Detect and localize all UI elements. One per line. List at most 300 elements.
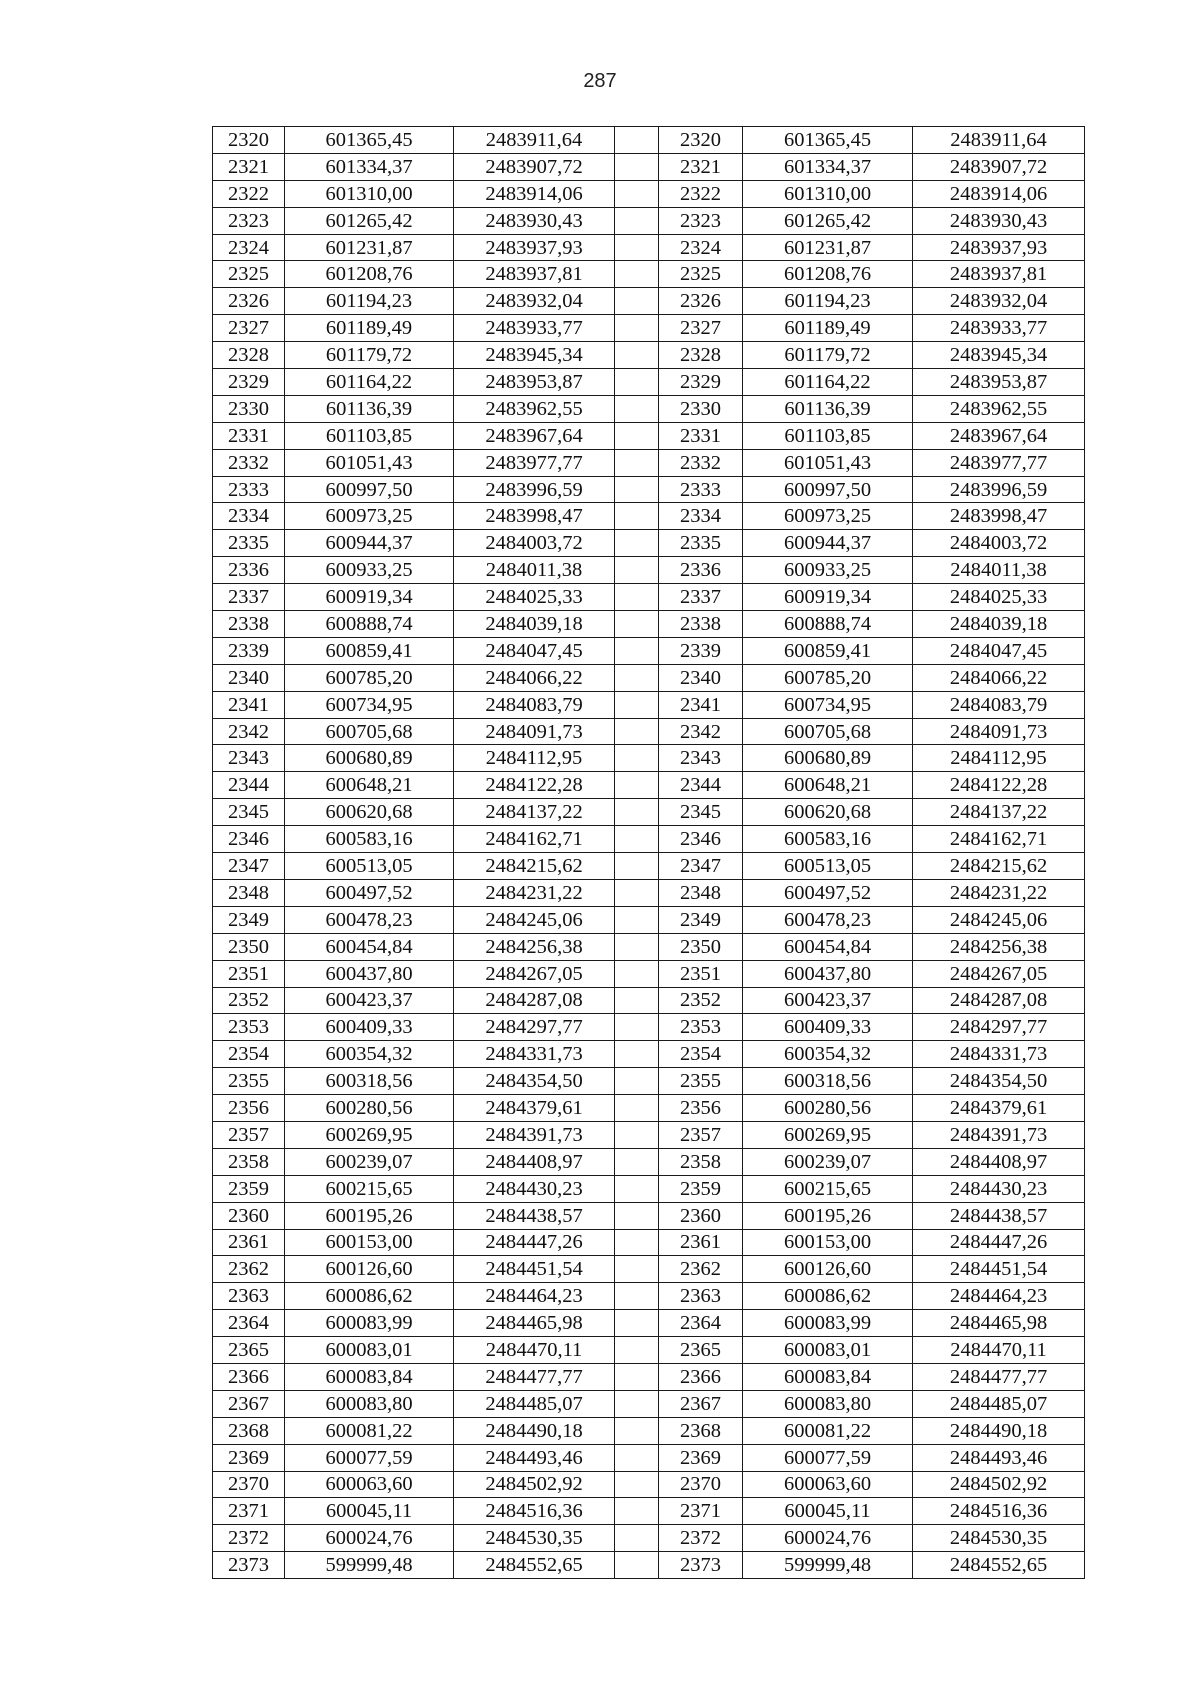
point-number-cell: 2366 xyxy=(213,1363,285,1390)
point-number-cell: 2344 xyxy=(213,772,285,799)
y-coordinate-cell: 2483967,64 xyxy=(454,422,615,449)
x-coordinate-cell: 600859,41 xyxy=(285,637,454,664)
table-row xyxy=(213,879,1085,906)
table-row xyxy=(213,691,1085,718)
x-coordinate-cell: 601365,45 xyxy=(285,127,454,154)
point-number-cell-right: 2348 xyxy=(659,879,743,906)
table-row xyxy=(213,530,1085,557)
x-coordinate-cell-right: 600423,37 xyxy=(743,987,913,1014)
point-number-cell-right: 2334 xyxy=(659,503,743,530)
point-number-cell: 2333 xyxy=(213,476,285,503)
point-number-cell-right: 2335 xyxy=(659,530,743,557)
x-coordinate-cell: 599999,48 xyxy=(285,1552,454,1579)
y-coordinate-cell: 2483962,55 xyxy=(454,395,615,422)
empty-cell xyxy=(615,1175,659,1202)
table-row xyxy=(213,718,1085,745)
point-number-cell: 2362 xyxy=(213,1256,285,1283)
point-number-cell-right: 2322 xyxy=(659,180,743,207)
point-number-cell-right: 2358 xyxy=(659,1148,743,1175)
x-coordinate-cell: 601136,39 xyxy=(285,395,454,422)
y-coordinate-cell: 2483933,77 xyxy=(454,315,615,342)
y-coordinate-cell-right: 2483911,64 xyxy=(913,127,1085,154)
x-coordinate-cell-right: 600785,20 xyxy=(743,664,913,691)
point-number-cell-right: 2362 xyxy=(659,1256,743,1283)
table-row xyxy=(213,1498,1085,1525)
point-number-cell-right: 2364 xyxy=(659,1310,743,1337)
point-number-cell: 2353 xyxy=(213,1014,285,1041)
x-coordinate-cell: 600024,76 xyxy=(285,1525,454,1552)
point-number-cell-right: 2345 xyxy=(659,799,743,826)
y-coordinate-cell: 2484430,23 xyxy=(454,1175,615,1202)
coordinates-table xyxy=(212,126,1085,1579)
point-number-cell: 2335 xyxy=(213,530,285,557)
y-coordinate-cell-right: 2484430,23 xyxy=(913,1175,1085,1202)
point-number-cell-right: 2328 xyxy=(659,342,743,369)
point-number-cell: 2354 xyxy=(213,1041,285,1068)
y-coordinate-cell-right: 2484490,18 xyxy=(913,1417,1085,1444)
table-row xyxy=(213,1310,1085,1337)
table-row xyxy=(213,288,1085,315)
y-coordinate-cell: 2483977,77 xyxy=(454,449,615,476)
x-coordinate-cell-right: 600944,37 xyxy=(743,530,913,557)
y-coordinate-cell-right: 2484502,92 xyxy=(913,1471,1085,1498)
y-coordinate-cell-right: 2484162,71 xyxy=(913,826,1085,853)
empty-cell xyxy=(615,879,659,906)
point-number-cell: 2325 xyxy=(213,261,285,288)
y-coordinate-cell: 2483932,04 xyxy=(454,288,615,315)
point-number-cell: 2337 xyxy=(213,584,285,611)
point-number-cell: 2336 xyxy=(213,557,285,584)
y-coordinate-cell-right: 2484477,77 xyxy=(913,1363,1085,1390)
empty-cell xyxy=(615,153,659,180)
x-coordinate-cell-right: 600077,59 xyxy=(743,1444,913,1471)
x-coordinate-cell-right: 600045,11 xyxy=(743,1498,913,1525)
page-number: 287 xyxy=(583,70,617,92)
empty-cell xyxy=(615,1068,659,1095)
x-coordinate-cell-right: 600215,65 xyxy=(743,1175,913,1202)
point-number-cell: 2329 xyxy=(213,369,285,396)
point-number-cell-right: 2355 xyxy=(659,1068,743,1095)
empty-cell xyxy=(615,933,659,960)
x-coordinate-cell: 600077,59 xyxy=(285,1444,454,1471)
y-coordinate-cell: 2484438,57 xyxy=(454,1202,615,1229)
y-coordinate-cell-right: 2484408,97 xyxy=(913,1148,1085,1175)
x-coordinate-cell-right: 600086,62 xyxy=(743,1283,913,1310)
y-coordinate-cell-right: 2483930,43 xyxy=(913,207,1085,234)
y-coordinate-cell: 2484047,45 xyxy=(454,637,615,664)
empty-cell xyxy=(615,1471,659,1498)
table-row xyxy=(213,853,1085,880)
point-number-cell-right: 2369 xyxy=(659,1444,743,1471)
empty-cell xyxy=(615,718,659,745)
point-number-cell-right: 2321 xyxy=(659,153,743,180)
y-coordinate-cell: 2484231,22 xyxy=(454,879,615,906)
x-coordinate-cell-right: 600409,33 xyxy=(743,1014,913,1041)
x-coordinate-cell-right: 601179,72 xyxy=(743,342,913,369)
x-coordinate-cell-right: 600454,84 xyxy=(743,933,913,960)
table-row xyxy=(213,1417,1085,1444)
empty-cell xyxy=(615,1014,659,1041)
y-coordinate-cell-right: 2484530,35 xyxy=(913,1525,1085,1552)
empty-cell xyxy=(615,180,659,207)
empty-cell xyxy=(615,449,659,476)
y-coordinate-cell-right: 2484287,08 xyxy=(913,987,1085,1014)
point-number-cell: 2332 xyxy=(213,449,285,476)
point-number-cell: 2352 xyxy=(213,987,285,1014)
y-coordinate-cell: 2483996,59 xyxy=(454,476,615,503)
empty-cell xyxy=(615,691,659,718)
x-coordinate-cell: 600454,84 xyxy=(285,933,454,960)
empty-cell xyxy=(615,1229,659,1256)
y-coordinate-cell-right: 2484039,18 xyxy=(913,611,1085,638)
x-coordinate-cell-right: 600239,07 xyxy=(743,1148,913,1175)
y-coordinate-cell-right: 2483998,47 xyxy=(913,503,1085,530)
y-coordinate-cell: 2484485,07 xyxy=(454,1390,615,1417)
x-coordinate-cell: 600919,34 xyxy=(285,584,454,611)
table-row xyxy=(213,1471,1085,1498)
y-coordinate-cell: 2483914,06 xyxy=(454,180,615,207)
x-coordinate-cell-right: 600318,56 xyxy=(743,1068,913,1095)
x-coordinate-cell-right: 600024,76 xyxy=(743,1525,913,1552)
y-coordinate-cell: 2484267,05 xyxy=(454,960,615,987)
x-coordinate-cell-right: 600280,56 xyxy=(743,1095,913,1122)
point-number-cell: 2320 xyxy=(213,127,285,154)
y-coordinate-cell-right: 2484066,22 xyxy=(913,664,1085,691)
empty-cell xyxy=(615,1256,659,1283)
y-coordinate-cell-right: 2484245,06 xyxy=(913,906,1085,933)
point-number-cell: 2330 xyxy=(213,395,285,422)
empty-cell xyxy=(615,1041,659,1068)
empty-cell xyxy=(615,584,659,611)
empty-cell xyxy=(615,611,659,638)
x-coordinate-cell-right: 600126,60 xyxy=(743,1256,913,1283)
point-number-cell-right: 2326 xyxy=(659,288,743,315)
x-coordinate-cell: 600269,95 xyxy=(285,1121,454,1148)
point-number-cell: 2340 xyxy=(213,664,285,691)
point-number-cell: 2341 xyxy=(213,691,285,718)
table-row xyxy=(213,906,1085,933)
point-number-cell: 2372 xyxy=(213,1525,285,1552)
y-coordinate-cell-right: 2484297,77 xyxy=(913,1014,1085,1041)
point-number-cell-right: 2356 xyxy=(659,1095,743,1122)
empty-cell xyxy=(615,503,659,530)
x-coordinate-cell-right: 601189,49 xyxy=(743,315,913,342)
table-row xyxy=(213,476,1085,503)
x-coordinate-cell: 601194,23 xyxy=(285,288,454,315)
point-number-cell: 2373 xyxy=(213,1552,285,1579)
empty-cell xyxy=(615,1337,659,1364)
y-coordinate-cell: 2484477,77 xyxy=(454,1363,615,1390)
empty-cell xyxy=(615,1121,659,1148)
empty-cell xyxy=(615,637,659,664)
empty-cell xyxy=(615,799,659,826)
table-row xyxy=(213,449,1085,476)
x-coordinate-cell-right: 600705,68 xyxy=(743,718,913,745)
y-coordinate-cell: 2484297,77 xyxy=(454,1014,615,1041)
point-number-cell: 2358 xyxy=(213,1148,285,1175)
x-coordinate-cell: 600318,56 xyxy=(285,1068,454,1095)
y-coordinate-cell: 2484552,65 xyxy=(454,1552,615,1579)
y-coordinate-cell: 2484408,97 xyxy=(454,1148,615,1175)
y-coordinate-cell: 2484451,54 xyxy=(454,1256,615,1283)
point-number-cell-right: 2373 xyxy=(659,1552,743,1579)
empty-cell xyxy=(615,422,659,449)
y-coordinate-cell: 2484112,95 xyxy=(454,745,615,772)
table-row xyxy=(213,1229,1085,1256)
x-coordinate-cell: 600153,00 xyxy=(285,1229,454,1256)
x-coordinate-cell-right: 601310,00 xyxy=(743,180,913,207)
point-number-cell: 2356 xyxy=(213,1095,285,1122)
empty-cell xyxy=(615,987,659,1014)
y-coordinate-cell: 2484011,38 xyxy=(454,557,615,584)
table-row xyxy=(213,1095,1085,1122)
empty-cell xyxy=(615,530,659,557)
x-coordinate-cell: 600126,60 xyxy=(285,1256,454,1283)
table-row xyxy=(213,799,1085,826)
table-row xyxy=(213,153,1085,180)
empty-cell xyxy=(615,853,659,880)
empty-cell xyxy=(615,315,659,342)
x-coordinate-cell-right: 601051,43 xyxy=(743,449,913,476)
x-coordinate-cell-right: 600997,50 xyxy=(743,476,913,503)
x-coordinate-cell-right: 600513,05 xyxy=(743,853,913,880)
point-number-cell-right: 2336 xyxy=(659,557,743,584)
y-coordinate-cell-right: 2483933,77 xyxy=(913,315,1085,342)
y-coordinate-cell-right: 2483932,04 xyxy=(913,288,1085,315)
point-number-cell-right: 2351 xyxy=(659,960,743,987)
empty-cell xyxy=(615,745,659,772)
x-coordinate-cell-right: 600888,74 xyxy=(743,611,913,638)
x-coordinate-cell: 601164,22 xyxy=(285,369,454,396)
point-number-cell: 2343 xyxy=(213,745,285,772)
table-row xyxy=(213,1256,1085,1283)
y-coordinate-cell-right: 2484112,95 xyxy=(913,745,1085,772)
point-number-cell-right: 2350 xyxy=(659,933,743,960)
table-row xyxy=(213,395,1085,422)
point-number-cell: 2359 xyxy=(213,1175,285,1202)
x-coordinate-cell: 600083,80 xyxy=(285,1390,454,1417)
x-coordinate-cell: 600083,01 xyxy=(285,1337,454,1364)
x-coordinate-cell-right: 600497,52 xyxy=(743,879,913,906)
point-number-cell-right: 2366 xyxy=(659,1363,743,1390)
y-coordinate-cell: 2483930,43 xyxy=(454,207,615,234)
point-number-cell-right: 2349 xyxy=(659,906,743,933)
x-coordinate-cell: 600497,52 xyxy=(285,879,454,906)
point-number-cell-right: 2341 xyxy=(659,691,743,718)
x-coordinate-cell: 600195,26 xyxy=(285,1202,454,1229)
table-row xyxy=(213,1525,1085,1552)
y-coordinate-cell: 2484465,98 xyxy=(454,1310,615,1337)
point-number-cell: 2369 xyxy=(213,1444,285,1471)
point-number-cell-right: 2323 xyxy=(659,207,743,234)
point-number-cell: 2322 xyxy=(213,180,285,207)
y-coordinate-cell: 2484493,46 xyxy=(454,1444,615,1471)
point-number-cell: 2342 xyxy=(213,718,285,745)
point-number-cell: 2339 xyxy=(213,637,285,664)
y-coordinate-cell-right: 2484231,22 xyxy=(913,879,1085,906)
table-row xyxy=(213,342,1085,369)
x-coordinate-cell: 601103,85 xyxy=(285,422,454,449)
y-coordinate-cell: 2484287,08 xyxy=(454,987,615,1014)
x-coordinate-cell: 600354,32 xyxy=(285,1041,454,1068)
x-coordinate-cell-right: 600859,41 xyxy=(743,637,913,664)
point-number-cell: 2370 xyxy=(213,1471,285,1498)
table-row xyxy=(213,987,1085,1014)
table-row xyxy=(213,1444,1085,1471)
y-coordinate-cell: 2484530,35 xyxy=(454,1525,615,1552)
x-coordinate-cell-right: 600973,25 xyxy=(743,503,913,530)
x-coordinate-cell: 600944,37 xyxy=(285,530,454,557)
y-coordinate-cell-right: 2483962,55 xyxy=(913,395,1085,422)
point-number-cell-right: 2352 xyxy=(659,987,743,1014)
x-coordinate-cell: 600888,74 xyxy=(285,611,454,638)
table-row xyxy=(213,503,1085,530)
y-coordinate-cell-right: 2483937,93 xyxy=(913,234,1085,261)
x-coordinate-cell-right: 600083,99 xyxy=(743,1310,913,1337)
x-coordinate-cell-right: 599999,48 xyxy=(743,1552,913,1579)
point-number-cell: 2349 xyxy=(213,906,285,933)
empty-cell xyxy=(615,1417,659,1444)
point-number-cell-right: 2371 xyxy=(659,1498,743,1525)
point-number-cell-right: 2370 xyxy=(659,1471,743,1498)
point-number-cell: 2363 xyxy=(213,1283,285,1310)
x-coordinate-cell-right: 601365,45 xyxy=(743,127,913,154)
x-coordinate-cell-right: 600083,84 xyxy=(743,1363,913,1390)
point-number-cell: 2321 xyxy=(213,153,285,180)
x-coordinate-cell: 600705,68 xyxy=(285,718,454,745)
x-coordinate-cell-right: 600478,23 xyxy=(743,906,913,933)
empty-cell xyxy=(615,826,659,853)
y-coordinate-cell: 2483937,93 xyxy=(454,234,615,261)
point-number-cell: 2357 xyxy=(213,1121,285,1148)
x-coordinate-cell-right: 600933,25 xyxy=(743,557,913,584)
table-row xyxy=(213,745,1085,772)
y-coordinate-cell: 2483998,47 xyxy=(454,503,615,530)
y-coordinate-cell: 2484470,11 xyxy=(454,1337,615,1364)
x-coordinate-cell: 600081,22 xyxy=(285,1417,454,1444)
point-number-cell-right: 2340 xyxy=(659,664,743,691)
point-number-cell-right: 2368 xyxy=(659,1417,743,1444)
point-number-cell: 2368 xyxy=(213,1417,285,1444)
point-number-cell: 2323 xyxy=(213,207,285,234)
table-row xyxy=(213,127,1085,154)
y-coordinate-cell-right: 2484516,36 xyxy=(913,1498,1085,1525)
x-coordinate-cell: 600239,07 xyxy=(285,1148,454,1175)
x-coordinate-cell: 600734,95 xyxy=(285,691,454,718)
y-coordinate-cell: 2484331,73 xyxy=(454,1041,615,1068)
x-coordinate-cell-right: 600083,80 xyxy=(743,1390,913,1417)
y-coordinate-cell-right: 2484025,33 xyxy=(913,584,1085,611)
point-number-cell-right: 2363 xyxy=(659,1283,743,1310)
y-coordinate-cell-right: 2484493,46 xyxy=(913,1444,1085,1471)
point-number-cell: 2345 xyxy=(213,799,285,826)
x-coordinate-cell: 601334,37 xyxy=(285,153,454,180)
x-coordinate-cell: 600513,05 xyxy=(285,853,454,880)
point-number-cell: 2350 xyxy=(213,933,285,960)
y-coordinate-cell: 2483907,72 xyxy=(454,153,615,180)
y-coordinate-cell-right: 2483937,81 xyxy=(913,261,1085,288)
point-number-cell-right: 2327 xyxy=(659,315,743,342)
y-coordinate-cell-right: 2483977,77 xyxy=(913,449,1085,476)
point-number-cell-right: 2331 xyxy=(659,422,743,449)
table-row xyxy=(213,1390,1085,1417)
point-number-cell-right: 2346 xyxy=(659,826,743,853)
x-coordinate-cell-right: 600153,00 xyxy=(743,1229,913,1256)
x-coordinate-cell: 600083,84 xyxy=(285,1363,454,1390)
y-coordinate-cell: 2484391,73 xyxy=(454,1121,615,1148)
y-coordinate-cell: 2484379,61 xyxy=(454,1095,615,1122)
point-number-cell: 2348 xyxy=(213,879,285,906)
empty-cell xyxy=(615,1283,659,1310)
table-row xyxy=(213,261,1085,288)
y-coordinate-cell: 2484083,79 xyxy=(454,691,615,718)
point-number-cell-right: 2332 xyxy=(659,449,743,476)
point-number-cell-right: 2357 xyxy=(659,1121,743,1148)
empty-cell xyxy=(615,261,659,288)
table-row xyxy=(213,960,1085,987)
x-coordinate-cell: 600215,65 xyxy=(285,1175,454,1202)
table-row xyxy=(213,1552,1085,1579)
x-coordinate-cell: 600045,11 xyxy=(285,1498,454,1525)
y-coordinate-cell: 2483937,81 xyxy=(454,261,615,288)
point-number-cell: 2364 xyxy=(213,1310,285,1337)
point-number-cell-right: 2360 xyxy=(659,1202,743,1229)
y-coordinate-cell-right: 2484485,07 xyxy=(913,1390,1085,1417)
point-number-cell: 2331 xyxy=(213,422,285,449)
y-coordinate-cell: 2484245,06 xyxy=(454,906,615,933)
x-coordinate-cell: 600680,89 xyxy=(285,745,454,772)
y-coordinate-cell-right: 2484215,62 xyxy=(913,853,1085,880)
x-coordinate-cell: 601208,76 xyxy=(285,261,454,288)
point-number-cell: 2346 xyxy=(213,826,285,853)
x-coordinate-cell: 601310,00 xyxy=(285,180,454,207)
y-coordinate-cell: 2484354,50 xyxy=(454,1068,615,1095)
y-coordinate-cell-right: 2483996,59 xyxy=(913,476,1085,503)
point-number-cell: 2324 xyxy=(213,234,285,261)
x-coordinate-cell-right: 601136,39 xyxy=(743,395,913,422)
table-row xyxy=(213,664,1085,691)
empty-cell xyxy=(615,906,659,933)
point-number-cell: 2328 xyxy=(213,342,285,369)
empty-cell xyxy=(615,664,659,691)
x-coordinate-cell: 600063,60 xyxy=(285,1471,454,1498)
empty-cell xyxy=(615,772,659,799)
x-coordinate-cell: 600280,56 xyxy=(285,1095,454,1122)
empty-cell xyxy=(615,1095,659,1122)
table-row xyxy=(213,234,1085,261)
x-coordinate-cell: 600973,25 xyxy=(285,503,454,530)
x-coordinate-cell-right: 600919,34 xyxy=(743,584,913,611)
point-number-cell: 2361 xyxy=(213,1229,285,1256)
empty-cell xyxy=(615,288,659,315)
x-coordinate-cell: 600997,50 xyxy=(285,476,454,503)
y-coordinate-cell-right: 2484464,23 xyxy=(913,1283,1085,1310)
y-coordinate-cell-right: 2484091,73 xyxy=(913,718,1085,745)
y-coordinate-cell-right: 2484256,38 xyxy=(913,933,1085,960)
y-coordinate-cell-right: 2484137,22 xyxy=(913,799,1085,826)
x-coordinate-cell: 600648,21 xyxy=(285,772,454,799)
table-row xyxy=(213,557,1085,584)
x-coordinate-cell-right: 600083,01 xyxy=(743,1337,913,1364)
x-coordinate-cell-right: 600063,60 xyxy=(743,1471,913,1498)
table-row xyxy=(213,637,1085,664)
empty-cell xyxy=(615,342,659,369)
point-number-cell: 2365 xyxy=(213,1337,285,1364)
point-number-cell: 2334 xyxy=(213,503,285,530)
x-coordinate-cell-right: 600648,21 xyxy=(743,772,913,799)
y-coordinate-cell: 2484039,18 xyxy=(454,611,615,638)
y-coordinate-cell: 2484516,36 xyxy=(454,1498,615,1525)
